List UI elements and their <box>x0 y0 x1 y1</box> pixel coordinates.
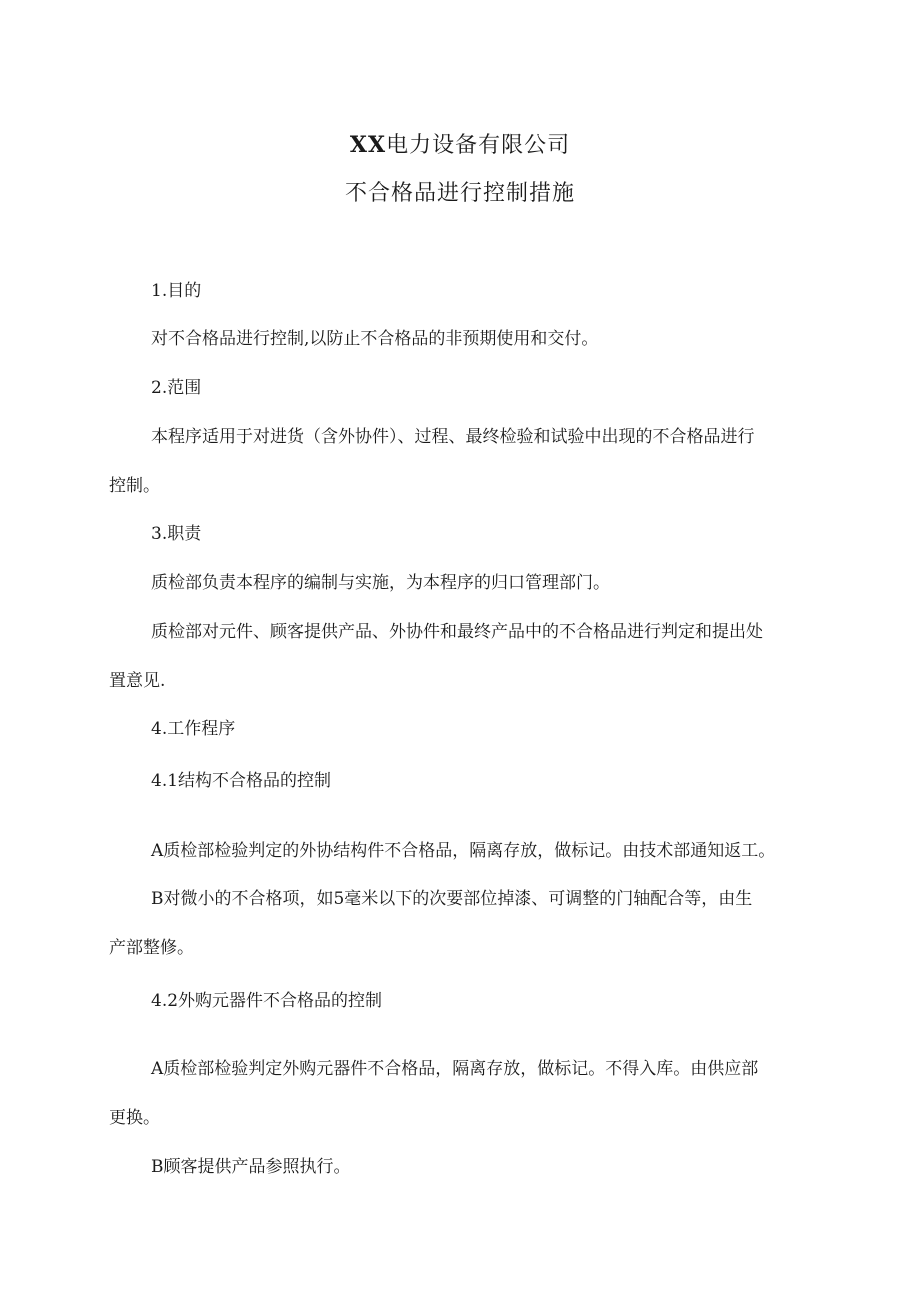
paragraph-responsibility-1: 质检部负责本程序的编制与实施，为本程序的归口管理部门。 <box>151 573 610 593</box>
item-4-2-a-line1: A质检部检验判定外购元器件不合格品，隔离存放，做标记。不得入库。由供应部 <box>151 1059 759 1079</box>
section-heading-responsibility: 3.职责 <box>151 524 202 544</box>
subsection-heading-4-1: 4.1结构不合格品的控制 <box>151 771 332 791</box>
paragraph-scope-line2: 控制。 <box>109 476 160 496</box>
paragraph-responsibility-2-line2: 置意见. <box>109 671 166 691</box>
paragraph-responsibility-2-line1: 质检部对元件、顾客提供产品、外协件和最终产品中的不合格品进行判定和提出处 <box>151 622 763 642</box>
item-4-1-b-line2: 产部整修。 <box>109 938 194 958</box>
company-title <box>0 128 920 159</box>
section-heading-scope: 2.范围 <box>151 378 202 398</box>
section-heading-purpose: 1.目的 <box>151 281 202 301</box>
item-4-1-a: A质检部检验判定的外协结构件不合格品，隔离存放，做标记。由技术部通知返工。 <box>151 841 776 861</box>
subsection-heading-4-2: 4.2外购元器件不合格品的控制 <box>151 991 383 1011</box>
item-4-2-a-line2: 更换。 <box>109 1108 160 1128</box>
item-4-1-b-line1: B对微小的不合格项，如5毫米以下的次要部位掉漆、可调整的门轴配合等，由生 <box>151 889 753 909</box>
paragraph-purpose: 对不合格品进行控制,以防止不合格品的非预期使用和交付。 <box>151 329 599 349</box>
item-4-2-b: B顾客提供产品参照执行。 <box>151 1157 351 1177</box>
company-title-text: XX电力设备有限公司 <box>349 132 571 158</box>
document-title: 不合格品进行控制措施 <box>344 181 575 206</box>
section-heading-procedure: 4.工作程序 <box>151 719 236 739</box>
paragraph-scope-line1: 本程序适用于对进货（含外协件）、过程、最终检验和试验中出现的不合格品进行 <box>151 427 755 447</box>
